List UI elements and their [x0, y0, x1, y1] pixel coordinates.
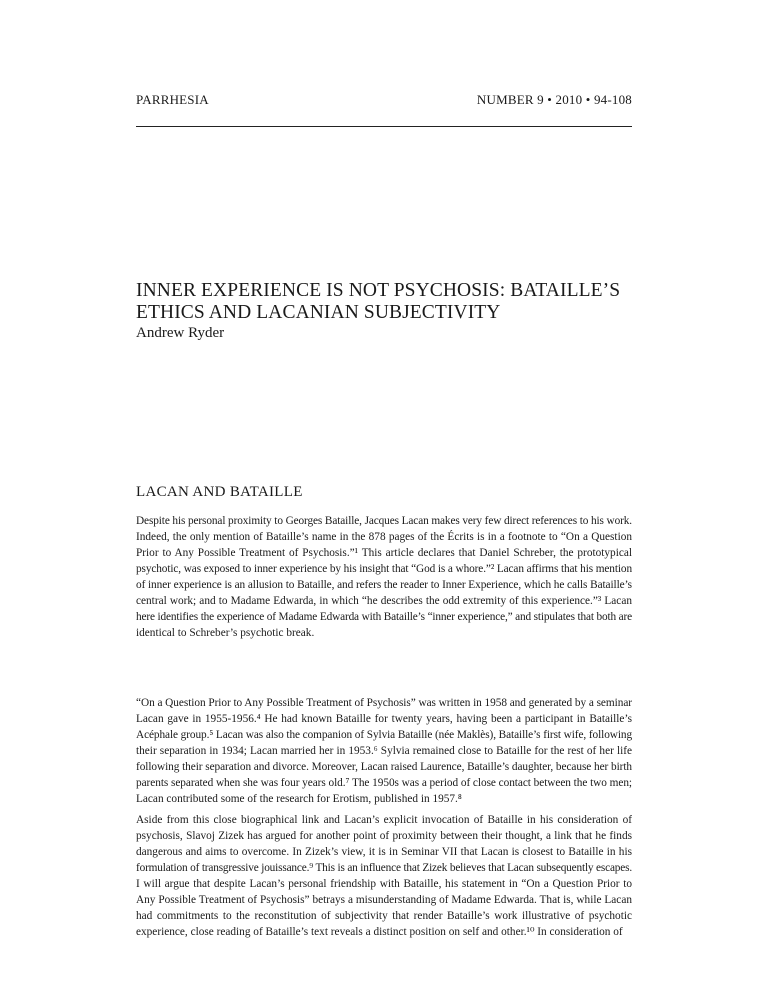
paragraph-line: parents separated when she was four years old.⁷ The 1950s was a period of close contact between the two men; — [136, 777, 632, 789]
paragraph-line: their separation in 1934; Lacan married her in 1953.⁶ Sylvia remained close to Bataille for the rest of her life — [136, 745, 632, 757]
body-paragraph — [136, 812, 632, 940]
paragraph-line: dangerous and aims to overcome. In Zizek’s view, it is in Seminar VII that Lacan is closest to Bataille in his — [136, 846, 632, 858]
paragraph-line: psychosis, Slavoj Zizek has argued for another point of proximity between their thought, a link that he finds — [136, 830, 632, 842]
paragraph-line: psychotic, was exposed to inner experience by his insight that “God is a whore.”² Lacan affirms that his mention — [136, 563, 632, 575]
title-line: INNER EXPERIENCE IS NOT PSYCHOSIS: BATAILLE’S — [136, 280, 621, 301]
header-rule — [136, 126, 632, 127]
paragraph-line: of inner experience is an allusion to Bataille, and refers the reader to Inner Experience, which he calls Bataille’s — [136, 579, 632, 591]
paragraph-line: Any Possible Treatment of Psychosis” betrays a misunderstanding of Madame Edwarda. That is, while Lacan — [136, 894, 632, 906]
paragraph-line: Lacan gave in 1955-1956.⁴ He had known Bataille for twenty years, having been a participant in Bataille’s — [136, 713, 632, 725]
paragraph-line: “On a Question Prior to Any Possible Treatment of Psychosis” was written in 1958 and generated by a seminar — [136, 697, 632, 709]
title-line: ETHICS AND LACANIAN SUBJECTIVITY — [136, 302, 501, 323]
paragraph-line: following their separation and divorce. Moreover, Lacan raised Laurence, Bataille’s daughter, because her birth — [136, 761, 632, 773]
paragraph-line: Lacan contributed some of the research for Erotism, published in 1957.⁸ — [136, 793, 462, 805]
paragraph-line: Acéphale group.⁵ Lacan was also the companion of Sylvia Bataille (née Maklès), Bataille’s first wife, following — [136, 729, 632, 741]
body-paragraph — [136, 513, 632, 641]
paragraph-line: Prior to Any Possible Treatment of Psychosis.”¹ This article declares that Daniel Schreber, the prototypical — [136, 547, 632, 559]
article-author: Andrew Ryder — [136, 325, 225, 341]
issue-info: NUMBER 9 • 2010 • 94-108 — [476, 92, 632, 107]
section-heading: LACAN AND BATAILLE — [136, 484, 303, 500]
paragraph-line: identical to Schreber’s psychotic break. — [136, 627, 315, 639]
paragraph-line: central work; and to Madame Edwarda, in which “he describes the odd extremity of this experience.”³ Lacan — [136, 595, 632, 607]
paragraph-line: had commitments to the reconstitution of subjectivity that render Bataille’s work illustrative of psychotic — [136, 910, 632, 922]
article-title — [136, 280, 632, 324]
journal-name: PARRHESIA — [136, 92, 209, 107]
paragraph-line: here identifies the experience of Madame Edwarda with Bataille’s “inner experience,” and stipulates that both are — [136, 611, 632, 623]
paragraph-line: experience, close reading of Bataille’s text reveals a distinct position on self and other.¹⁰ In consideration of — [136, 926, 623, 938]
body-paragraph — [136, 695, 632, 807]
paragraph-line: Despite his personal proximity to Georges Bataille, Jacques Lacan makes very few direct references to his work. — [136, 515, 632, 527]
paragraph-line: Indeed, the only mention of Bataille’s name in the 878 pages of the Écrits is in a footnote to “On a Question — [136, 531, 632, 543]
paragraph-line: Aside from this close biographical link and Lacan’s explicit invocation of Bataille in his consideration of — [136, 814, 632, 826]
paragraph-line: formulation of transgressive jouissance.⁹ This is an influence that Zizek believes that Lacan subsequently escapes. — [136, 862, 632, 874]
paragraph-line: I will argue that despite Lacan’s personal friendship with Bataille, his statement in “On a Question Prior to — [136, 878, 632, 890]
